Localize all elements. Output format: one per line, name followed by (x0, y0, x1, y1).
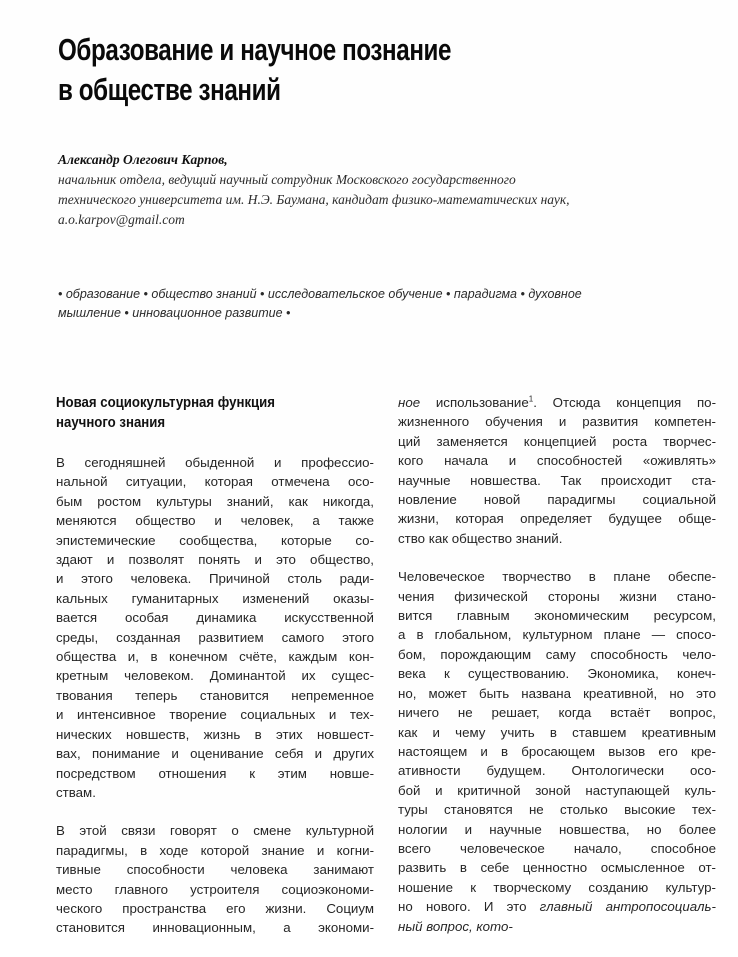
text-line: становится инновационным, а экономи- (56, 920, 374, 936)
section-heading (56, 393, 336, 433)
text-line: кальных гуманитарных изменений оказы- (56, 590, 374, 606)
text-line: вается особая динамика искусственной (56, 610, 374, 626)
section-heading-line-1: Новая социокультурная функция (56, 394, 275, 411)
italic-fragment: ное (398, 395, 421, 410)
text-line: настоящем и в бросающем вызов его кре- (398, 743, 716, 759)
text-line: общества и, в конечном счёте, каждым кон- (56, 649, 374, 665)
text-line: как и чему учить в ставшем креативным (398, 724, 716, 740)
text-line: меняются общество и человек, а также (56, 513, 374, 529)
article-title-line-2: в обществе знаний (58, 72, 281, 107)
text-line: бом, порождающим саму способность чело- (398, 646, 716, 662)
text-line: вится главным экономическим ресурсом, (398, 608, 716, 624)
text-line: ство как общество знаний. (398, 530, 563, 546)
text-line (398, 393, 716, 412)
text-line: парадигмы, в ходе которой знание и когни- (56, 842, 374, 858)
article-title-line-1: Образование и научное познание (58, 32, 452, 67)
text-line: всего человеческое начало, способное (398, 840, 716, 856)
text-line (398, 897, 716, 916)
text-line: ативности будущем. Онтологически осо- (398, 763, 716, 779)
author-affiliation-line-2: технического университета им. Н.Э. Баумана, кандидат физико-математических наук, (58, 192, 570, 207)
text-line: нальной ситуации, которая отмечена осо- (56, 474, 374, 490)
text-line: жизни, которая определяет будущее обще- (398, 511, 716, 527)
text-line: среды, созданная развитием самого этого (56, 629, 374, 645)
section-heading-line-2: научного знания (56, 414, 166, 431)
text-line: века к существованию. Экономика, конеч- (398, 666, 716, 682)
right-column (398, 393, 716, 955)
text-line: жизненного обучения и развития компетен- (398, 414, 716, 430)
keywords-line-2: мышление • инновационное развитие • (58, 306, 291, 320)
text-line: а в глобальном, культурном плане — спосо- (398, 627, 716, 643)
text-line: ствам. (56, 784, 96, 800)
text-line: твования теперь становится непременное (56, 687, 374, 703)
text-fragment: . Отсюда концепция по- (533, 395, 717, 410)
text-line: чения физической стороны жизни стано- (398, 588, 716, 604)
left-paragraph-1 (56, 453, 374, 802)
author-affiliation-line-1: начальник отдела, ведущий научный сотрудник Московского государственного (58, 172, 516, 187)
left-column (56, 393, 374, 957)
text-line: но, может быть названа креативной, но это (398, 685, 716, 701)
text-line: посредством отношения к этим новше- (56, 765, 374, 781)
right-paragraph-2 (398, 567, 716, 936)
article-title (58, 30, 557, 110)
right-paragraph-1 (398, 393, 716, 548)
left-paragraph-2 (56, 821, 374, 937)
keywords-line-1: • образование • общество знаний • исследовательское обучение • парадигма • духовное (58, 287, 582, 301)
text-line: и интенсивное творение социальных и тех- (56, 707, 374, 723)
text-line: В сегодняшней обыденной и профессио- (56, 455, 374, 470)
text-line: кого начала и способностей «оживлять» (398, 453, 716, 469)
text-line: развить в себе ценностно осмысленное от- (398, 860, 716, 876)
text-line: нических новшеств, жизнь в этих новшест- (56, 726, 374, 742)
text-line: новление новой парадигмы социальной (398, 492, 716, 508)
footnote-marker[interactable]: 1 (528, 394, 534, 404)
text-line: тивные способности человека занимают (56, 862, 374, 878)
text-line: бой и критичной зоной наступающей куль- (398, 782, 716, 798)
text-line: здают и позволят понять и это общество, (56, 552, 374, 568)
author-email: a.o.karpov@gmail.com (58, 212, 185, 227)
text-fragment: но нового. И это (398, 899, 540, 915)
italic-fragment: главный антропосоциаль- (539, 899, 716, 915)
text-line: кретным человеком. Доминантой их сущес- (56, 668, 374, 684)
text-line: ничего не решает, когда встаёт вопрос, (398, 705, 716, 721)
text-line: и этого человека. Причиной столь ради- (56, 571, 374, 587)
keywords (58, 285, 718, 323)
text-line: эпистемические сообщества, которые со- (56, 532, 374, 548)
text-line: научные новшества. Так происходит ста- (398, 472, 716, 488)
italic-fragment: ный вопрос, кото- (398, 918, 513, 934)
text-line: место главного устроителя социоэкономи- (56, 881, 374, 897)
text-line: В этой связи говорят о смене культурной (56, 823, 374, 839)
text-fragment: использование (420, 395, 529, 410)
author-block (58, 150, 718, 230)
text-line: ческого пространства его жизни. Социум (56, 900, 374, 916)
text-line: туры становятся не столько высокие тех- (398, 802, 716, 818)
text-line-cut (398, 917, 716, 936)
text-line: Человеческое творчество в плане обеспе- (398, 569, 716, 585)
text-line: нологии и научные новшества, но более (398, 821, 716, 837)
text-line: ношение к творческому созданию культур- (398, 879, 716, 895)
text-line: бым ростом культуры знаний, как никогда, (56, 493, 374, 509)
text-line: ций заменяется концепцией роста творчес- (398, 433, 716, 449)
author-name: Александр Олегович Карпов, (58, 152, 228, 167)
text-line: вах, понимание и оценивание себя и других (56, 746, 374, 762)
